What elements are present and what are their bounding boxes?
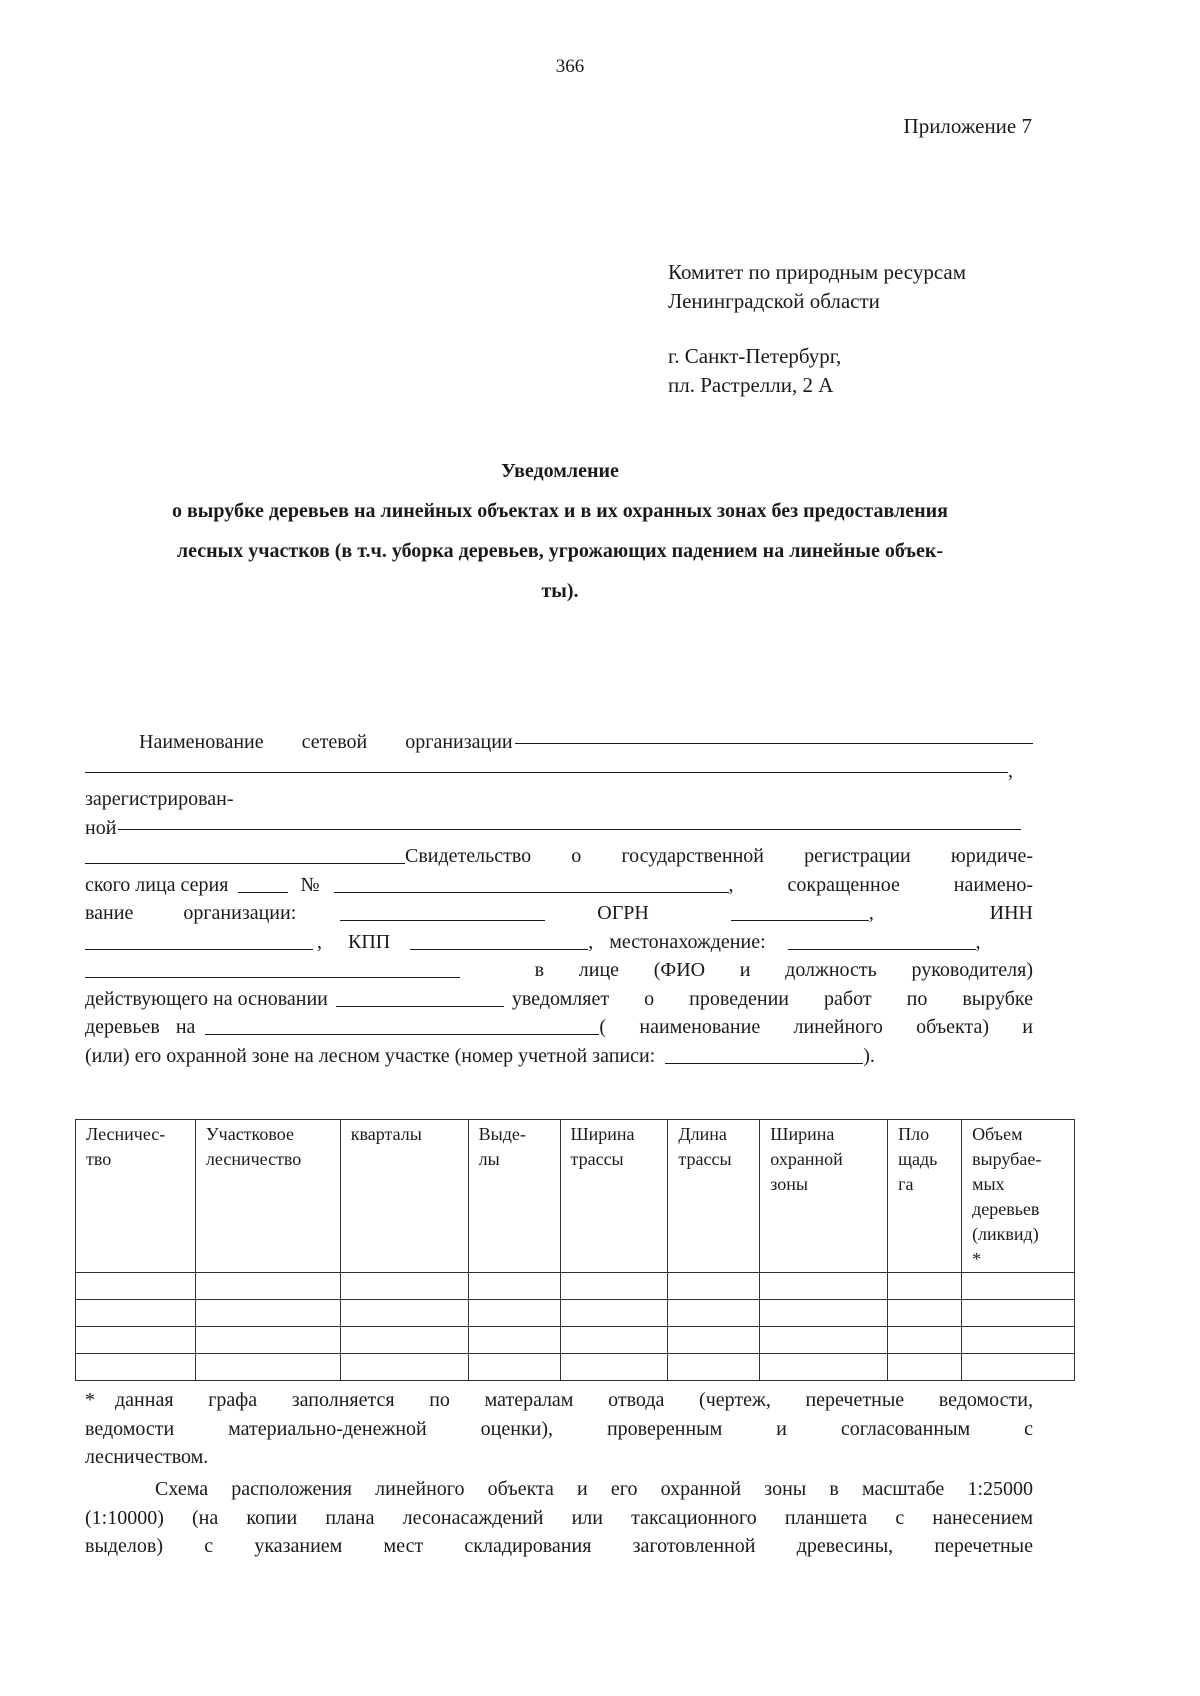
form-line — [85, 871, 1033, 900]
header-forestry: Лесничес- тво — [76, 1120, 196, 1273]
form-line — [85, 956, 1033, 985]
form-line — [85, 785, 1033, 814]
table-cell[interactable] — [668, 1273, 760, 1300]
form-text: и — [739, 959, 751, 981]
header-route-length: Длина трассы — [668, 1120, 760, 1273]
table-cell[interactable] — [962, 1327, 1075, 1354]
table-cell[interactable] — [76, 1354, 196, 1381]
form-line — [85, 1042, 1033, 1071]
linear-object-field[interactable] — [205, 1016, 599, 1035]
form-text: руководителя) — [911, 959, 1033, 981]
table-cell[interactable] — [195, 1300, 340, 1327]
table-cell[interactable] — [888, 1327, 962, 1354]
addressee-line: Ленинградской области — [668, 289, 880, 313]
scheme-line: выделов) с указанием мест складирования заготовленной древесины, перечетные — [85, 1535, 1033, 1557]
header-quarters: кварталы — [340, 1120, 468, 1273]
form-text: организации: — [183, 902, 297, 924]
form-line — [85, 985, 1033, 1014]
table-row — [76, 1354, 1075, 1381]
table-cell[interactable] — [760, 1327, 888, 1354]
registration-field-cont[interactable] — [85, 845, 405, 864]
table-cell[interactable] — [468, 1300, 560, 1327]
table-cell[interactable] — [888, 1273, 962, 1300]
form-line — [85, 728, 1033, 757]
table-cell[interactable] — [668, 1354, 760, 1381]
table-cell[interactable] — [760, 1354, 888, 1381]
table-cell[interactable] — [195, 1327, 340, 1354]
table-cell[interactable] — [76, 1327, 196, 1354]
form-text: , — [317, 930, 322, 953]
organization-name-field-cont[interactable] — [85, 772, 1008, 773]
form-text: , — [868, 902, 874, 924]
form-line — [85, 842, 1033, 871]
form-text: Наименование — [139, 731, 264, 753]
table-cell[interactable] — [195, 1273, 340, 1300]
form-text: Свидетельство о государственной регистрации юридиче- — [405, 845, 1033, 867]
form-text: организации — [405, 731, 513, 753]
form-text: ИНН — [989, 902, 1033, 924]
form-text: на — [175, 1016, 196, 1038]
table-cell[interactable] — [560, 1273, 668, 1300]
addressee-line: Комитет по природным ресурсам — [668, 260, 967, 284]
form-line — [85, 757, 1033, 786]
table-cell[interactable] — [340, 1354, 468, 1381]
table-cell[interactable] — [888, 1300, 962, 1327]
scheme-line: Схема расположения линейного объекта и его охранной зоны в масштабе 1:25000 — [155, 1478, 1033, 1500]
form-text: КПП — [348, 930, 391, 953]
form-line — [85, 814, 1033, 843]
registration-field[interactable] — [118, 829, 1021, 830]
table-footnote — [85, 1386, 1033, 1472]
form-text: зарегистрирован- — [85, 788, 234, 810]
forest-plot-table — [75, 1119, 1075, 1381]
table-cell[interactable] — [76, 1300, 196, 1327]
table-cell[interactable] — [340, 1273, 468, 1300]
table-cell[interactable] — [195, 1354, 340, 1381]
appendix-label: Приложение 7 — [903, 114, 1032, 138]
form-text: , — [588, 930, 594, 953]
form-text: (ФИО — [653, 959, 706, 981]
form-text: сетевой — [301, 731, 368, 753]
header-felling-volume: Объем вырубае- мых деревьев (ликвид) * — [962, 1120, 1075, 1273]
form-text: ского лица серия — [85, 873, 229, 896]
kpp-field[interactable] — [410, 931, 588, 950]
footnote-line: * данная графа заполняется по матерaлам отвода (чертеж, перечетные ведомости, — [85, 1386, 1033, 1415]
form-text: местонахождение: — [609, 930, 766, 953]
inn-field[interactable] — [85, 931, 313, 950]
form-text: № — [300, 873, 320, 896]
addressee-line: г. Санкт-Петербург, — [668, 344, 842, 368]
form-text: ). — [863, 1044, 875, 1067]
form-text: деревьев — [85, 1016, 160, 1038]
table-cell[interactable] — [468, 1273, 560, 1300]
form-text: ной — [85, 816, 117, 839]
table-cell[interactable] — [340, 1327, 468, 1354]
form-line — [85, 1013, 1033, 1042]
header-route-width: Ширина трассы — [560, 1120, 668, 1273]
table-cell[interactable] — [468, 1327, 560, 1354]
table-cell[interactable] — [560, 1300, 668, 1327]
table-cell[interactable] — [340, 1300, 468, 1327]
form-text: действующего на основании — [85, 987, 328, 1010]
ogrn-field[interactable] — [731, 902, 869, 921]
document-title-line: о вырубке деревьев на линейных объектах и в их охранных зонах без предоставления — [172, 500, 948, 522]
table-cell[interactable] — [962, 1354, 1075, 1381]
certificate-series-field[interactable] — [238, 874, 288, 893]
header-protection-zone-width: Ширина охранной зоны — [760, 1120, 888, 1273]
addressee-organization — [668, 258, 966, 316]
addressee-line: пл. Растрелли, 2 А — [668, 373, 834, 397]
form-text: должность — [785, 959, 877, 981]
form-text: лице — [578, 959, 620, 981]
document-title-line: ты). — [541, 580, 579, 602]
basis-field[interactable] — [336, 988, 504, 1007]
header-district-forestry: Участковое лесничество — [195, 1120, 340, 1273]
account-record-field[interactable] — [665, 1045, 863, 1064]
short-name-field[interactable] — [340, 902, 545, 921]
form-text: , — [975, 930, 981, 953]
form-line — [85, 899, 1033, 928]
header-allotments: Выде- лы — [468, 1120, 560, 1273]
table-cell[interactable] — [668, 1300, 760, 1327]
table-cell[interactable] — [560, 1354, 668, 1381]
table-row — [76, 1327, 1075, 1354]
table-cell[interactable] — [560, 1327, 668, 1354]
form-text: ( наименование линейного объекта) и — [599, 1016, 1033, 1038]
table-cell[interactable] — [962, 1273, 1075, 1300]
table-cell[interactable] — [962, 1300, 1075, 1327]
document-heading: Уведомление — [501, 460, 619, 482]
form-text: , сокращенное наимено- — [728, 873, 1033, 896]
location-field[interactable] — [788, 931, 976, 950]
footnote-star: * — [85, 1389, 95, 1411]
header-area: Пло щадь га — [888, 1120, 962, 1273]
scheme-line: (1:10000) (на копии плана лесонасаждений или таксационного планшета с нанесением — [85, 1506, 1033, 1529]
certificate-number-field[interactable] — [334, 874, 729, 893]
form-text: в — [534, 959, 545, 981]
table-cell[interactable] — [76, 1273, 196, 1300]
form-line — [85, 928, 1033, 957]
addressee-address — [668, 342, 841, 400]
table-cell[interactable] — [668, 1327, 760, 1354]
form-text: ОГРН — [597, 902, 649, 924]
document-title-line: лесных участков (в т.ч. уборка деревьев, угрожающих падением на линейные объек- — [176, 540, 944, 562]
scheme-paragraph — [85, 1475, 1033, 1561]
table-row — [76, 1273, 1075, 1300]
form-text: вание — [85, 902, 134, 924]
organization-name-field[interactable] — [515, 743, 1033, 744]
table-cell[interactable] — [468, 1354, 560, 1381]
page-number: 366 — [555, 56, 585, 77]
table-cell[interactable] — [760, 1273, 888, 1300]
form-text: уведомляет о проведении работ по вырубке — [511, 987, 1033, 1010]
table-row — [76, 1300, 1075, 1327]
form-text: , — [1008, 759, 1013, 782]
notification-form — [85, 728, 1033, 1070]
footnote-line: ведомости материально-денежной оценки), проверенным и согласованным с — [85, 1417, 1033, 1440]
location-field-cont[interactable] — [85, 959, 460, 978]
footnote-line: лесничеством. — [85, 1446, 209, 1468]
table-cell[interactable] — [888, 1354, 962, 1381]
table-cell[interactable] — [760, 1300, 888, 1327]
table-header-row — [76, 1120, 1075, 1273]
form-text: (или) его охранной зоне на лесном участке (номер учетной записи: — [85, 1044, 656, 1067]
